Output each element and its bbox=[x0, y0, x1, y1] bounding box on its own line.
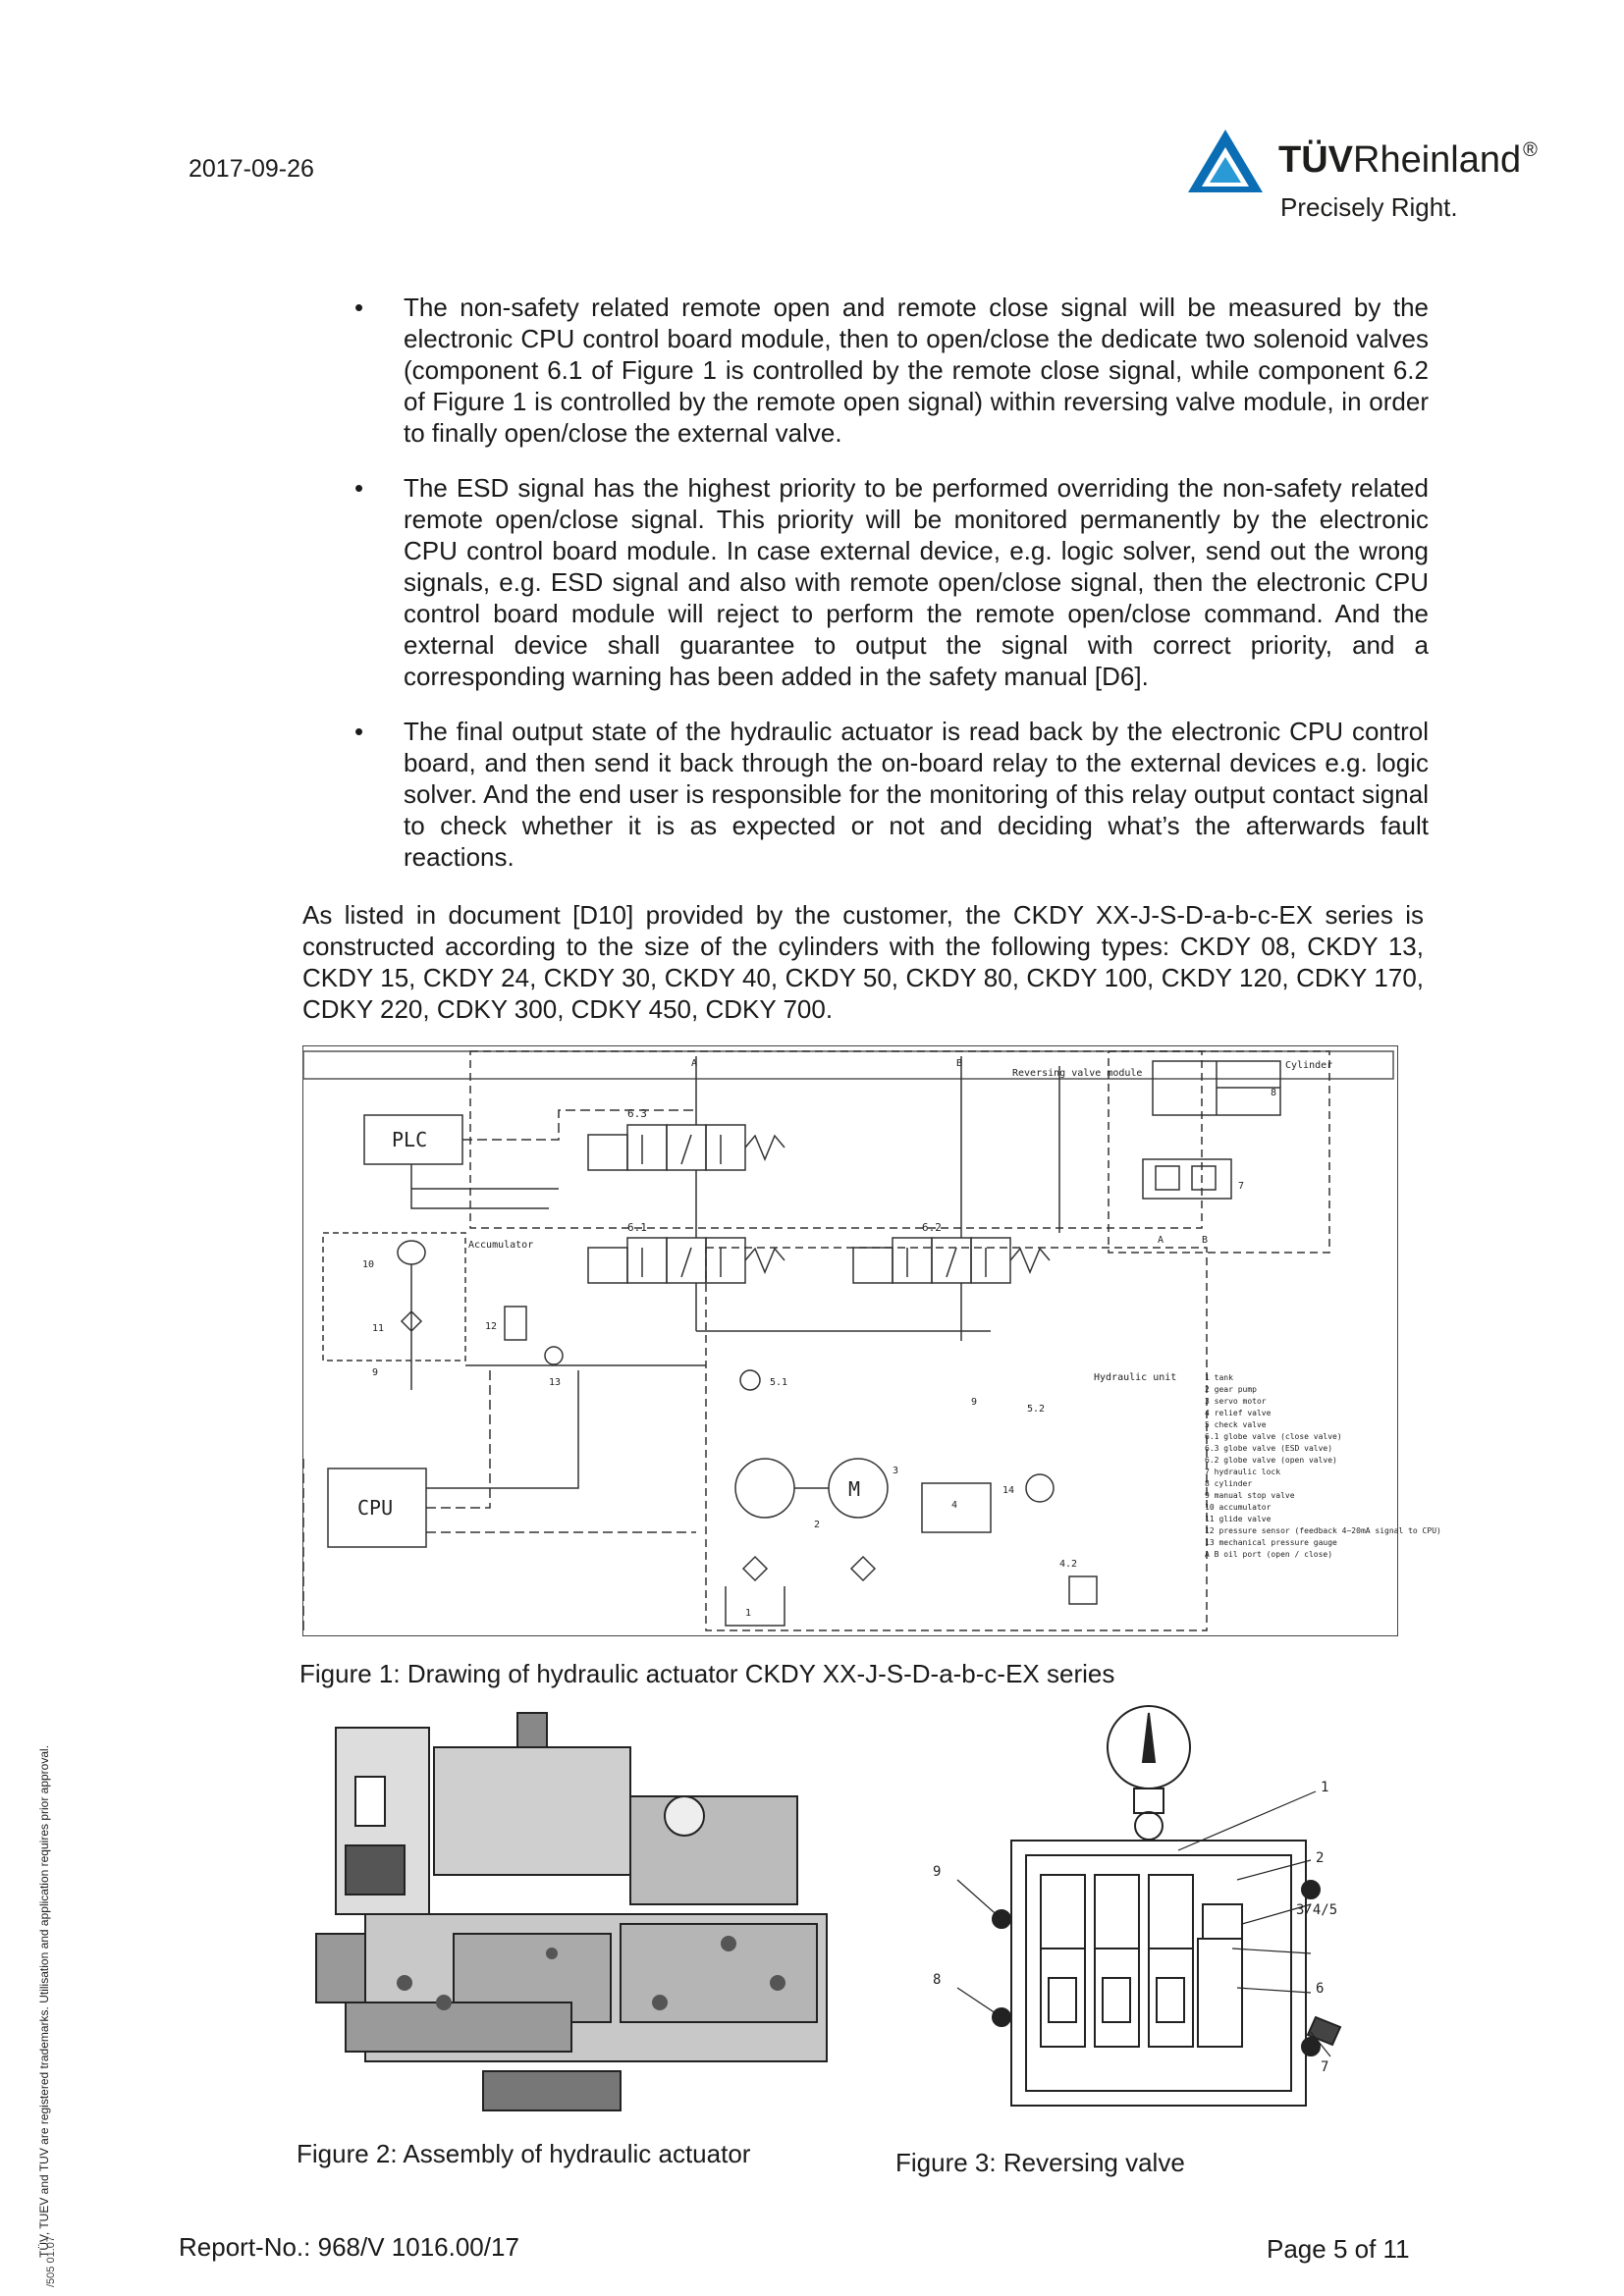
tuv-triangle-icon bbox=[1186, 128, 1265, 196]
callout-3-4-5: 3/4/5 bbox=[1296, 1902, 1338, 1918]
brand-bold: TÜV bbox=[1278, 139, 1353, 181]
bullet-item bbox=[349, 716, 1429, 873]
bullet-list bbox=[349, 292, 1429, 896]
label-2: 2 bbox=[814, 1520, 821, 1530]
legend-item: 7 hydraulic lock bbox=[1205, 1468, 1281, 1476]
legend-item: 10 accumulator bbox=[1205, 1503, 1272, 1512]
callout-1: 1 bbox=[1321, 1780, 1329, 1795]
callout-8: 8 bbox=[933, 1972, 942, 1988]
figure-2-assembly bbox=[306, 1708, 846, 2120]
cpu-label: CPU bbox=[357, 1496, 394, 1520]
legend-item: 1 tank bbox=[1205, 1373, 1233, 1382]
figure-1-caption: Figure 1: Drawing of hydraulic actuator CKDY XX-J-S-D-a-b-c-EX series bbox=[299, 1659, 1115, 1688]
bullet-item bbox=[349, 292, 1429, 449]
brand-rest: Rheinland bbox=[1353, 139, 1522, 181]
callout-2: 2 bbox=[1316, 1850, 1325, 1866]
brand-name bbox=[1278, 139, 1538, 182]
legend-item: 6.1 globe valve (close valve) bbox=[1205, 1432, 1342, 1441]
label-9b: 9 bbox=[971, 1397, 978, 1408]
legend-item: 9 manual stop valve bbox=[1205, 1491, 1295, 1500]
legend-item: 6.3 globe valve (ESD valve) bbox=[1205, 1444, 1333, 1453]
reversing-valve-drawing bbox=[923, 1693, 1345, 2125]
figure-3-reversing-valve bbox=[923, 1693, 1345, 2125]
figure-2-caption: Figure 2: Assembly of hydraulic actuator bbox=[297, 2139, 751, 2168]
report-number: Report-No.: 968/V 1016.00/17 bbox=[179, 2232, 519, 2262]
legend-item: A B oil port (open / close) bbox=[1205, 1550, 1333, 1559]
label-6-3: 6.3 bbox=[627, 1107, 647, 1120]
tuv-rheinland-logo bbox=[1186, 126, 1579, 234]
bullet-item bbox=[349, 472, 1429, 692]
legend-item: 12 pressure sensor (feedback 4~20mA signal to CPU) bbox=[1205, 1526, 1441, 1535]
label-7: 7 bbox=[1238, 1181, 1245, 1192]
cylinder-label: Cylinder bbox=[1285, 1060, 1333, 1071]
port-a: A bbox=[1158, 1235, 1164, 1246]
accumulator-label: Accumulator bbox=[468, 1240, 534, 1251]
bullet-dot-icon: • bbox=[354, 717, 364, 746]
assembly-illustration bbox=[306, 1708, 846, 2120]
label-5-2: 5.2 bbox=[1027, 1404, 1046, 1415]
schematic-legend bbox=[1205, 1373, 1441, 1559]
motor-label: M bbox=[848, 1477, 861, 1501]
legend-item: 11 glide valve bbox=[1205, 1515, 1272, 1523]
registered-mark: ® bbox=[1523, 139, 1538, 161]
legend-item: 13 mechanical pressure gauge bbox=[1205, 1538, 1337, 1547]
port-a-top: A bbox=[691, 1058, 698, 1069]
bullet-text: The final output state of the hydraulic actuator is read back by the electronic CPU control board, and then send it back through the on-board relay to the external devices e.g. logic solver. And the end user is responsible for the monitoring of this relay output contact signal to check whether it is as expected or not and deciding what’s the afterwards fault reactions. bbox=[404, 717, 1429, 872]
label-8: 8 bbox=[1271, 1088, 1277, 1098]
bullet-text: The non-safety related remote open and remote close signal will be measured by the electronic CPU control board module, then to open/close the dedicate two solenoid valves (component 6.1 of Figure 1 is controlled by the remote close signal, while component 6.2 of Figure 1 is controlled by the remote open signal) within reversing valve module, in order to finally open/close the external valve. bbox=[404, 293, 1429, 448]
page-number: Page 5 of 11 bbox=[1267, 2234, 1410, 2264]
legend-item: 2 gear pump bbox=[1205, 1385, 1257, 1394]
legend-item: 4 relief valve bbox=[1205, 1409, 1272, 1417]
legend-item: 6.2 globe valve (open valve) bbox=[1205, 1456, 1337, 1465]
label-13: 13 bbox=[549, 1377, 562, 1388]
label-6-1: 6.1 bbox=[627, 1221, 647, 1234]
bullet-dot-icon: • bbox=[354, 293, 364, 322]
brand-tagline: Precisely Right. bbox=[1280, 192, 1458, 222]
callout-9: 9 bbox=[933, 1864, 942, 1880]
reversing-valve-module-label: Reversing valve module bbox=[1012, 1068, 1143, 1079]
port-b: B bbox=[1202, 1235, 1209, 1246]
label-3: 3 bbox=[893, 1466, 899, 1476]
label-10: 10 bbox=[362, 1259, 375, 1270]
form-code: /505 01.07 bbox=[45, 2236, 57, 2287]
callout-7: 7 bbox=[1321, 2059, 1329, 2075]
hydraulic-unit-label: Hydraulic unit bbox=[1094, 1372, 1177, 1383]
label-14: 14 bbox=[1002, 1485, 1015, 1496]
legend-item: 3 servo motor bbox=[1205, 1397, 1267, 1406]
bullet-dot-icon: • bbox=[354, 473, 364, 503]
label-6-2: 6.2 bbox=[922, 1221, 942, 1234]
label-1: 1 bbox=[745, 1608, 752, 1619]
label-4-2: 4.2 bbox=[1059, 1559, 1078, 1570]
plc-label: PLC bbox=[392, 1128, 428, 1151]
legend-item: 5 check valve bbox=[1205, 1420, 1267, 1429]
trademark-notice: TÜV, TUEV and TUV are registered trademarks. Utilisation and application requires prior approval. bbox=[37, 1744, 51, 2258]
document-date: 2017-09-26 bbox=[189, 155, 314, 183]
bullet-text: The ESD signal has the highest priority to be performed overriding the non-safety related remote open/close signal. This priority will be monitored permanently by the electronic CPU control board module. In case external device, e.g. logic solver, send out the wrong signals, e.g. ESD signal and also with remote open/close signal, then the electronic CPU control board module will reject to perform the remote open/close command. And the external device shall guarantee to output the signal with correct priority, and a corresponding warning has been added in the safety manual [D6]. bbox=[404, 473, 1429, 691]
figure-3-caption: Figure 3: Reversing valve bbox=[895, 2148, 1185, 2177]
port-b-top: B bbox=[956, 1058, 963, 1069]
legend-item: 8 cylinder bbox=[1205, 1479, 1253, 1488]
label-5-1: 5.1 bbox=[770, 1377, 788, 1388]
label-11: 11 bbox=[372, 1323, 385, 1334]
types-paragraph: As listed in document [D10] provided by the customer, the CKDY XX-J-S-D-a-b-c-EX series is constructed according to the size of the cylinders with the following types: CKDY 08, CKDY 13, CKDY 15, CKDY 24, CKDY 30, CKDY 40, CKDY 50, CKDY 80, CKDY 100, CKDY 120, CDKY 170, CDKY 220, CDKY 300, CDKY 450, CDKY 700. bbox=[302, 900, 1424, 1024]
figure-1-schematic bbox=[302, 1045, 1441, 1636]
label-9a: 9 bbox=[372, 1367, 379, 1378]
label-4: 4 bbox=[951, 1500, 958, 1511]
callout-6: 6 bbox=[1316, 1981, 1325, 1997]
schematic-drawing bbox=[303, 1046, 1441, 1635]
label-12: 12 bbox=[485, 1321, 498, 1332]
